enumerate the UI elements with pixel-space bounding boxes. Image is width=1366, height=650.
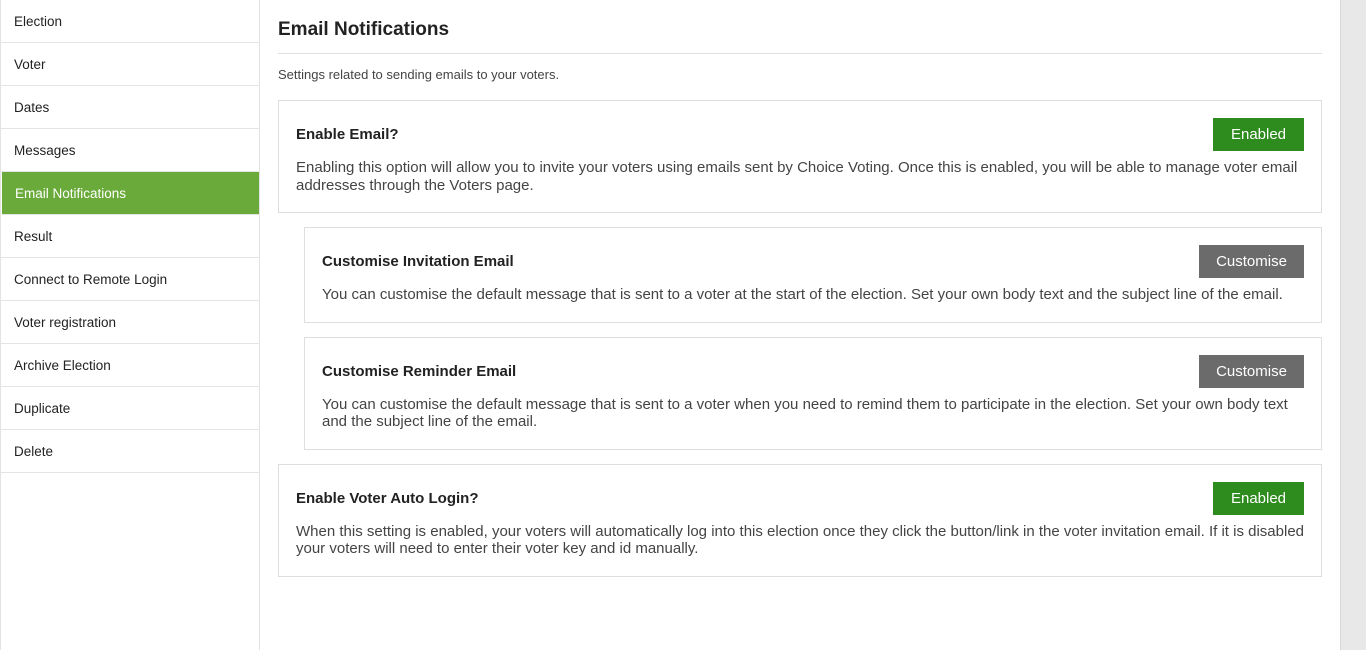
sidebar-item-voter[interactable] [1,43,259,86]
card-title: Enable Email? [296,126,399,143]
sidebar-item-connect-remote-login[interactable] [1,258,259,301]
sidebar-item-messages[interactable] [1,129,259,172]
sidebar-item-voter-registration[interactable] [1,301,259,344]
main-content [260,0,1340,650]
sidebar-item-label: Voter [14,56,46,72]
page-subtitle: Settings related to sending emails to your voters. [278,67,560,82]
enable-email-toggle-button[interactable]: Enabled [1213,118,1304,151]
sidebar-item-election[interactable] [1,0,259,43]
customise-invitation-card [304,227,1322,323]
customise-invitation-button[interactable]: Customise [1199,245,1304,278]
card-description: When this setting is enabled, your voters will automatically log into this election once they click the button/link in the voter invitation email. If it is disabled your voters will need to enter their voter key and id manually. [296,522,1305,557]
sidebar-item-archive-election[interactable] [1,344,259,387]
sidebar-item-label: Election [14,13,63,29]
sidebar-item-label: Dates [14,99,50,115]
sidebar-item-delete[interactable] [1,430,259,473]
card-description: You can customise the default message that is sent to a voter when you need to remind them to participate in the election. Set your own body text and the subject line of the email. [322,395,1288,430]
sidebar-item-label: Duplicate [14,400,71,416]
sidebar-item-label: Archive Election [14,357,111,373]
sidebar-item-dates[interactable] [1,86,259,129]
customise-reminder-card [304,337,1322,450]
enable-auto-login-card [278,464,1322,577]
page-title: Email Notifications [278,0,1322,54]
sidebar-item-label: Connect to Remote Login [14,271,168,287]
card-title: Enable Voter Auto Login? [296,489,479,507]
sidebar-item-label: Delete [14,443,54,459]
customise-reminder-button[interactable]: Customise [1199,355,1304,388]
sidebar-item-duplicate[interactable] [1,387,259,430]
enable-email-card [278,100,1322,213]
sidebar-item-label: Email Notifications [15,185,127,201]
card-description: You can customise the default message that is sent to a voter at the start of the election. Set your own body text and the subject line of the email. [322,286,1283,303]
card-title: Customise Reminder Email [322,362,517,380]
sidebar-item-label: Result [14,228,53,244]
sidebar-item-email-notifications[interactable] [2,172,259,215]
card-description: Enabling this option will allow you to invite your voters using emails sent by Choice Voting. Once this is enabled, you will be able to manage voter email addresses through the Voters page. [296,159,1298,194]
sidebar-item-label: Voter registration [14,314,117,330]
settings-sidebar [0,0,260,650]
sidebar-item-result[interactable] [1,215,259,258]
card-title: Customise Invitation Email [322,253,514,270]
sidebar-item-label: Messages [14,142,76,158]
enable-auto-login-toggle-button[interactable]: Enabled [1213,482,1304,515]
page-scroll-gutter [1340,0,1366,650]
